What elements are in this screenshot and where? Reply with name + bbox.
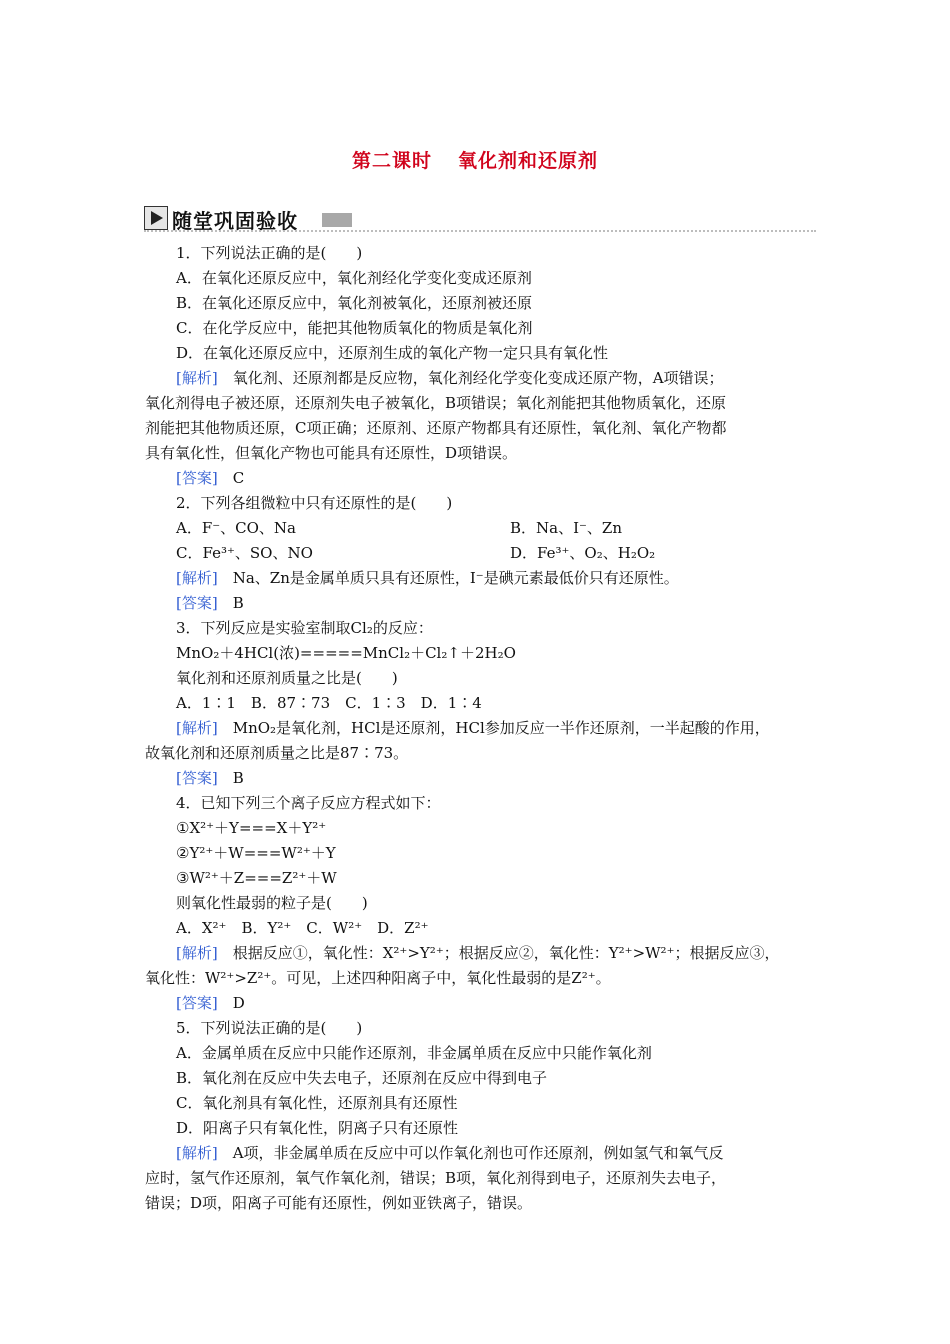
section-label: 随堂巩固验收	[172, 209, 298, 233]
q4-analysis-line2: 氧化性：W²⁺>Z²⁺。可见，上述四种阳离子中，氧化性最弱的是Z²⁺。	[145, 969, 611, 987]
q4-options: A．X²⁺ B．Y²⁺ C．W²⁺ D．Z²⁺	[176, 919, 429, 937]
q4-reaction3: ③W²⁺＋Z===Z²⁺＋W	[176, 869, 337, 887]
q5-option-c: C．氧化剂具有氧化性，还原剂具有还原性	[176, 1094, 458, 1112]
analysis-text: MnO₂是氧化剂，HCl是还原剂，HCl参加反应一半作还原剂，一半起酸的作用，	[217, 719, 770, 737]
q3-options: A．1∶1 B．87∶73 C．1∶3 D．1∶4	[176, 694, 482, 712]
answer-text: C	[217, 469, 245, 487]
q5-option-d: D．阳离子只有氧化性，阴离子只有还原性	[176, 1119, 459, 1137]
q1-option-a: A．在氧化还原反应中，氧化剂经化学变化变成还原剂	[176, 269, 532, 287]
q3-analysis-line1	[145, 716, 817, 741]
q2-option-d: D．Fe³⁺、O₂、H₂O₂	[510, 544, 656, 562]
q1-answer	[145, 466, 817, 491]
q5-analysis-line1	[145, 1141, 817, 1166]
q3-analysis-line2: 故氧化剂和还原剂质量之比是87∶73。	[145, 744, 409, 762]
q1-analysis-line3: 剂能把其他物质还原，C项正确；还原剂、还原产物都具有还原性，氧化剂、氧化产物都	[145, 419, 727, 437]
page-title	[0, 146, 950, 173]
q4-ask: 则氧化性最弱的粒子是( )	[176, 894, 368, 912]
q1-analysis-line2: 氧化剂得电子被还原，还原剂失电子被氧化，B项错误；氧化剂能把其他物质氧化，还原	[145, 394, 727, 412]
q4-reaction1: ①X²⁺＋Y===X＋Y²⁺	[176, 819, 327, 837]
section-divider	[144, 230, 816, 232]
q3-ask: 氧化剂和还原剂质量之比是( )	[176, 669, 398, 687]
q4-stem: 4．已知下列三个离子反应方程式如下：	[176, 794, 441, 812]
q3-answer	[145, 766, 817, 791]
q5-analysis-line3: 错误；D项，阳离子可能有还原性，例如亚铁离子，错误。	[145, 1194, 533, 1212]
q1-stem: 1．下列说法正确的是( )	[176, 244, 363, 262]
q2-answer	[145, 591, 817, 616]
q2-option-b: B．Na、I⁻、Zn	[510, 519, 623, 537]
q2-options-row1	[145, 516, 817, 541]
q4-reaction2: ②Y²⁺＋W===W²⁺＋Y	[176, 844, 336, 862]
q2-analysis	[145, 566, 817, 591]
analysis-text: A项，非金属单质在反应中可以作氧化剂也可作还原剂，例如氢气和氧气反	[217, 1144, 724, 1162]
title-part2: 氧化剂和还原剂	[458, 150, 599, 172]
q2-stem: 2．下列各组微粒中只有还原性的是( )	[176, 494, 453, 512]
answer-tag: [答案]	[176, 594, 218, 612]
answer-tag: [答案]	[176, 469, 218, 487]
q3-equation: MnO₂＋4HCl(浓)=====MnCl₂＋Cl₂↑＋2H₂O	[176, 644, 516, 662]
q1-analysis-line4: 具有氧化性，但氧化产物也可能具有还原性，D项错误。	[145, 444, 518, 462]
q5-option-b: B．氧化剂在反应中失去电子，还原剂在反应中得到电子	[176, 1069, 548, 1087]
q1-option-d: D．在氧化还原反应中，还原剂生成的氧化产物一定只具有氧化性	[176, 344, 609, 362]
answer-text: B	[217, 769, 244, 787]
answer-tag: [答案]	[176, 769, 218, 787]
analysis-text: 氧化剂、还原剂都是反应物，氧化剂经化学变化变成还原产物，A项错误；	[217, 369, 724, 387]
q4-analysis-line1	[145, 941, 817, 966]
analysis-tag: [解析]	[176, 569, 218, 587]
analysis-tag: [解析]	[176, 944, 218, 962]
q3-stem: 3．下列反应是实验室制取Cl₂的反应：	[176, 619, 433, 637]
q5-analysis-line2: 应时，氢气作还原剂，氧气作氧化剂，错误；B项，氧化剂得到电子，还原剂失去电子，	[145, 1169, 727, 1187]
answer-text: D	[217, 994, 245, 1012]
q2-option-c: C．Fe³⁺、SO、NO	[176, 544, 313, 562]
q4-answer	[145, 991, 817, 1016]
analysis-text: Na、Zn是金属单质只具有还原性，I⁻是碘元素最低价只有还原性。	[217, 569, 679, 587]
title-part1: 第二课时	[351, 150, 432, 172]
section-header	[144, 203, 816, 233]
analysis-tag: [解析]	[176, 1144, 218, 1162]
answer-text: B	[217, 594, 244, 612]
section-bar	[322, 213, 352, 227]
analysis-tag: [解析]	[176, 719, 218, 737]
analysis-tag: [解析]	[176, 369, 218, 387]
q5-stem: 5．下列说法正确的是( )	[176, 1019, 363, 1037]
question-list	[145, 241, 817, 1216]
answer-tag: [答案]	[176, 994, 218, 1012]
q1-analysis-line1	[145, 366, 817, 391]
play-arrow-icon	[144, 206, 168, 230]
q5-option-a: A．金属单质在反应中只能作还原剂，非金属单质在反应中只能作氧化剂	[176, 1044, 652, 1062]
q2-options-row2	[145, 541, 817, 566]
q2-option-a: A．F⁻、CO、Na	[176, 519, 297, 537]
analysis-text: 根据反应①，氧化性：X²⁺>Y²⁺；根据反应②，氧化性：Y²⁺>W²⁺；根据反应③，	[217, 944, 780, 962]
q1-option-c: C．在化学反应中，能把其他物质氧化的物质是氧化剂	[176, 319, 533, 337]
q1-option-b: B．在氧化还原反应中，氧化剂被氧化，还原剂被还原	[176, 294, 533, 312]
